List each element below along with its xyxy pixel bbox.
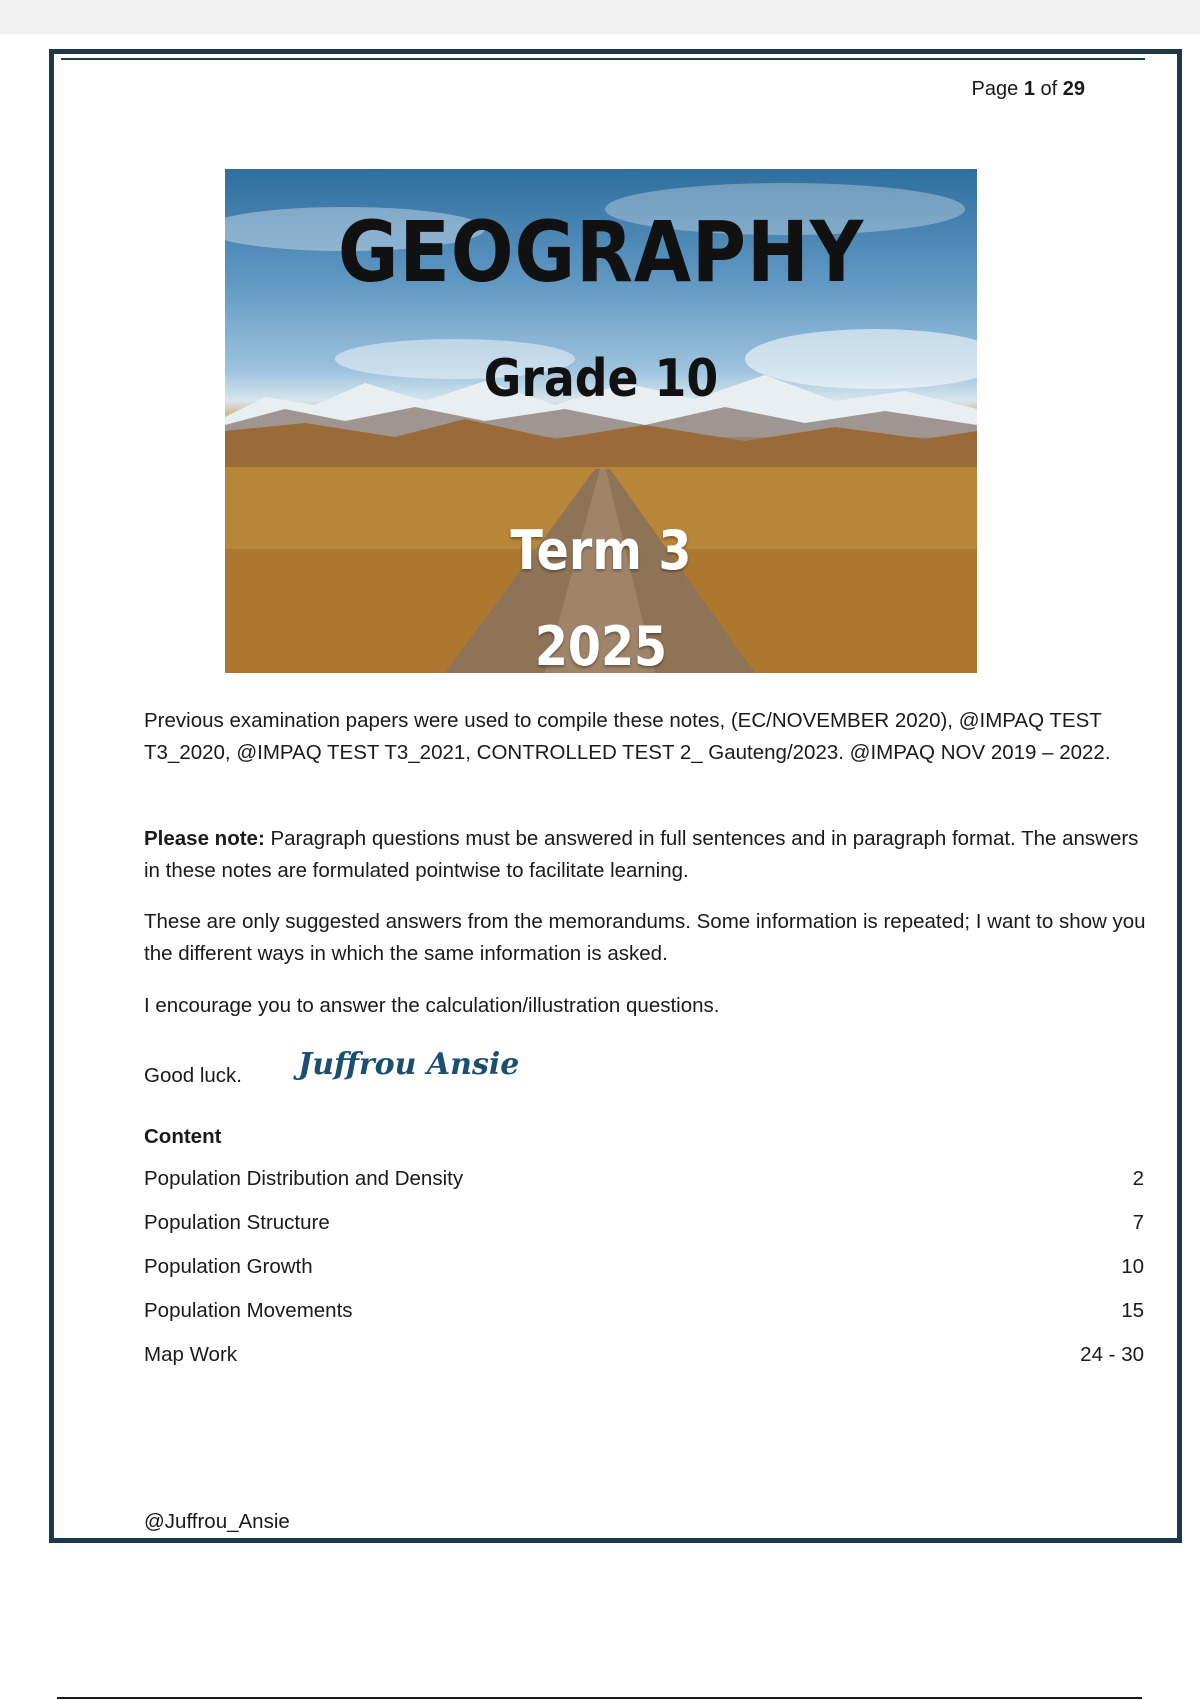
toc-title: Population Growth [144,1255,313,1278]
contents-heading: Content [144,1125,222,1148]
signature-text: Juffrou Ansie [298,1047,520,1082]
bottom-rule [57,1697,1142,1699]
frame-top-rule [61,58,1145,60]
sources-paragraph: Previous examination papers were used to compile these notes, (EC/NOVEMBER 2020), @IMPAQ TEST T3_2020, @IMPAQ TEST T3_2021, CONTROLLED TEST 2_ Gauteng/2023. @IMPAQ NOV 2019 – 2022. [144,709,1111,764]
toc-title: Population Distribution and Density [144,1167,464,1190]
note-label: Please note: [144,827,265,850]
cover-title: GEOGRAPHY [337,203,865,301]
note-paragraph [144,823,1154,887]
toc-row [144,1333,1144,1377]
table-of-contents [144,1157,1144,1377]
page-total: 29 [1062,78,1085,100]
top-strip [0,0,1200,34]
page-current: 1 [1023,78,1035,100]
page-frame [49,49,1182,1543]
toc-page: 10 [1121,1255,1144,1278]
cover-image [225,169,977,678]
toc-page: 15 [1121,1299,1144,1322]
toc-row [144,1245,1144,1289]
toc-row [144,1289,1144,1333]
cover-term: Term 3 [510,519,692,582]
page-prefix: Page [971,78,1019,100]
toc-page: 7 [1132,1211,1144,1234]
toc-page: 24 - 30 [1080,1343,1144,1366]
toc-title: Map Work [144,1343,238,1366]
cover-grade: Grade 10 [483,349,719,409]
encourage-paragraph: I encourage you to answer the calculation/illustration questions. [144,994,720,1017]
cover-year: 2025 [534,615,668,678]
author-handle: @Juffrou_Ansie [144,1510,290,1533]
good-luck-text: Good luck. [144,1064,242,1087]
suggested-paragraph: These are only suggested answers from the memorandums. Some information is repeated; I want to show you the different ways in which the same information is asked. [144,910,1146,965]
toc-title: Population Structure [144,1211,330,1234]
page-indicator [972,78,1085,101]
toc-page: 2 [1132,1167,1144,1190]
toc-row [144,1201,1144,1245]
page-of: of [1040,78,1058,100]
note-text: Paragraph questions must be answered in full sentences and in paragraph format. The answers in these notes are formulated pointwise to facilitate learning. [144,827,1139,882]
signature [296,1038,520,1090]
toc-title: Population Movements [144,1299,353,1322]
toc-row [144,1157,1144,1201]
